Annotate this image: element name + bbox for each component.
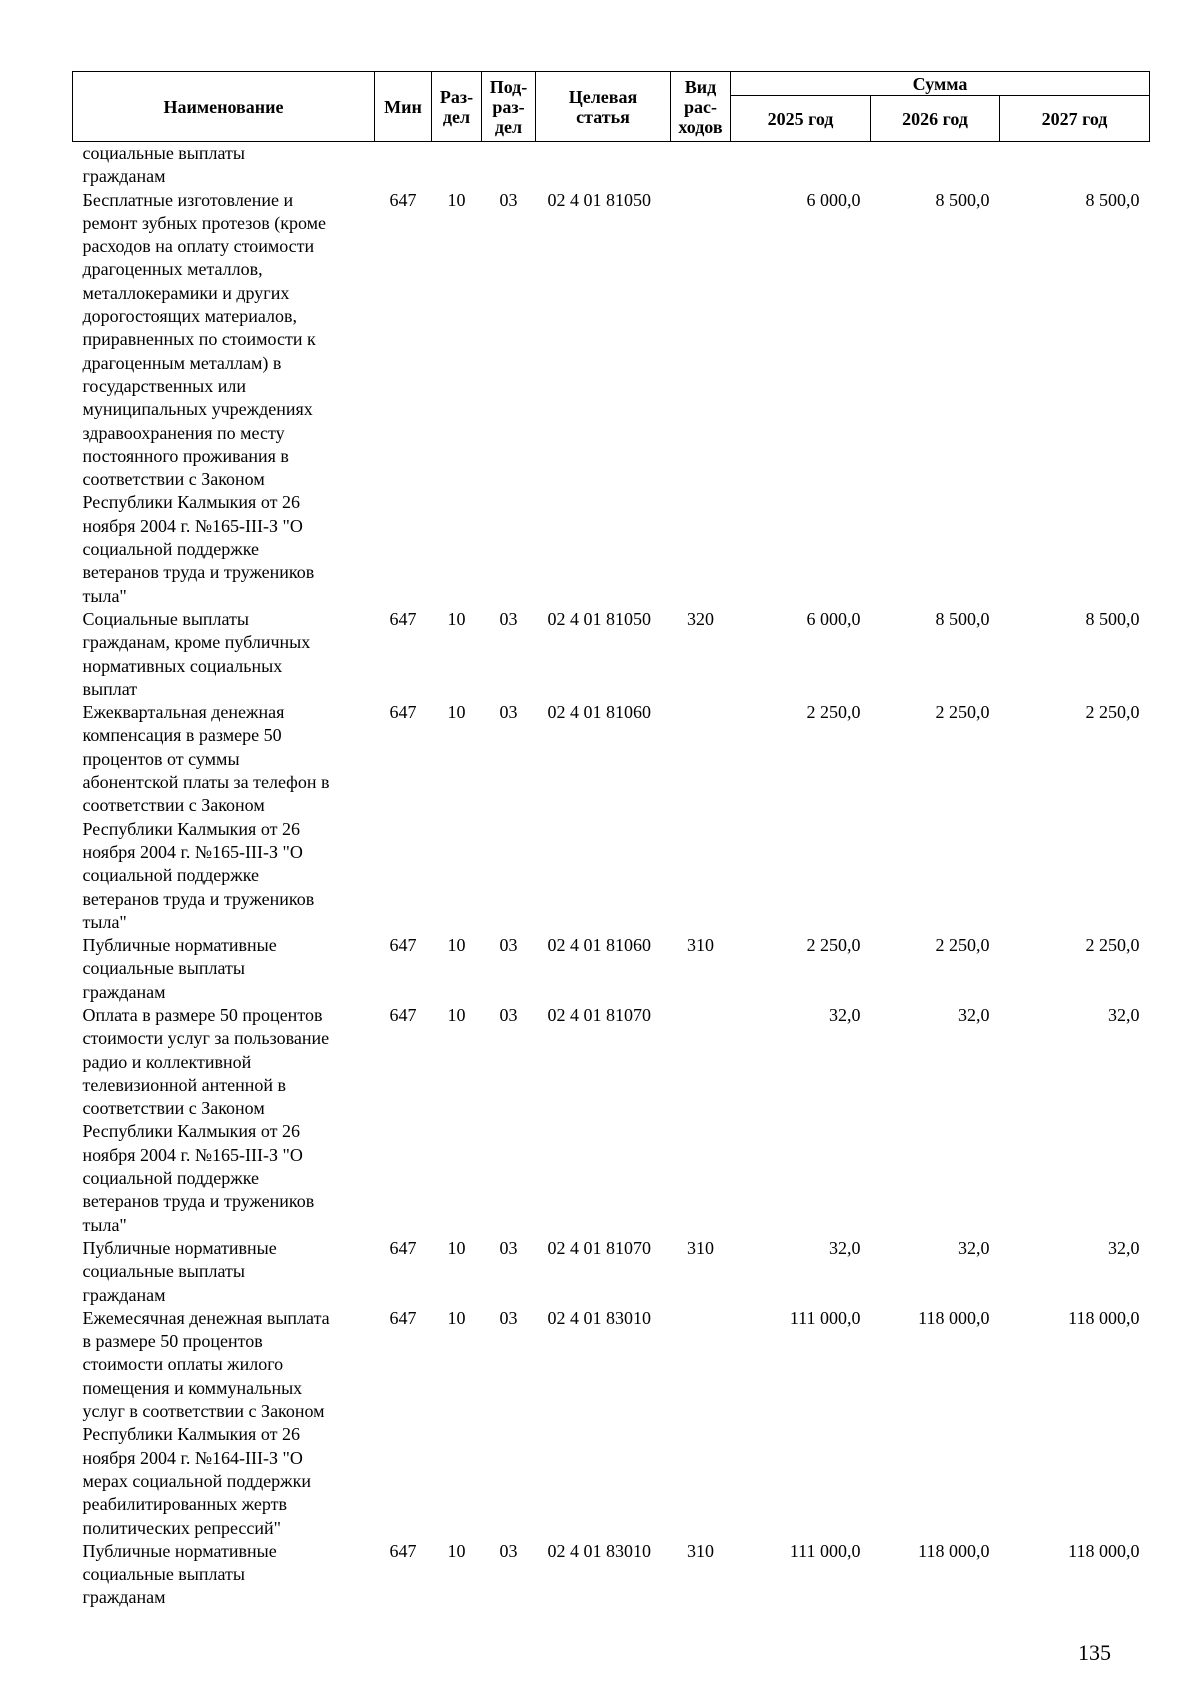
budget-table: [72, 71, 1150, 1610]
row-name: Публичные нормативные социальные выплаты гражданам: [82, 1540, 277, 1608]
row-podrazdel: 03: [499, 1307, 518, 1328]
row-sum-2025: 2 250,0: [806, 702, 861, 723]
row-sum-2027: 32,0: [1108, 1237, 1140, 1258]
row-target: 02 4 01 81060: [547, 702, 651, 723]
row-min: 647: [389, 935, 417, 956]
header-year-2026: 2026 год: [871, 96, 1000, 142]
header-razdel: Раз- дел: [432, 72, 482, 142]
header-year-2025: 2025 год: [731, 96, 871, 142]
table-row: [73, 934, 1150, 1004]
table-row: [73, 1540, 1150, 1610]
row-min: 647: [389, 1004, 417, 1025]
row-sum-2026: 8 500,0: [935, 189, 990, 210]
row-min: 647: [389, 608, 417, 629]
row-sum-2025: 6 000,0: [806, 608, 861, 629]
row-sum-2027: 8 500,0: [1085, 608, 1140, 629]
row-sum-2027: 2 250,0: [1085, 935, 1140, 956]
row-razdel: 10: [447, 935, 466, 956]
row-target: 02 4 01 81050: [547, 189, 651, 210]
row-sum-2026: 2 250,0: [935, 702, 990, 723]
table-row: [73, 608, 1150, 701]
row-vid: 310: [687, 935, 714, 956]
table-row: [73, 701, 1150, 934]
row-min: 647: [389, 1540, 417, 1561]
row-sum-2026: 118 000,0: [918, 1540, 990, 1561]
row-sum-2027: 32,0: [1108, 1004, 1140, 1025]
row-podrazdel: 03: [499, 1004, 518, 1025]
header-target: Целевая статья: [536, 72, 671, 142]
row-name: Ежемесячная денежная выплата в размере 50 процентов стоимости оплаты жилого помещения и коммунальных услуг в соответствии с Законом Республики Калмыкия от 26 ноября 2004 г. №164-III-З "О мерах социальной поддержки реабилитированных жертв политических репрессий": [82, 1307, 330, 1538]
header-podrazdel: Под- раз- дел: [482, 72, 536, 142]
row-name: Ежеквартальная денежная компенсация в размере 50 процентов от суммы абонентской платы за телефон в соответствии с Законом Республики Калмыкия от 26 ноября 2004 г. №165-III-З "О социальной поддержке ветеранов труда и тружеников тыла": [82, 702, 330, 932]
header-summa: Сумма: [731, 72, 1150, 96]
row-target: 02 4 01 83010: [547, 1540, 651, 1561]
row-sum-2026: 32,0: [958, 1237, 990, 1258]
row-sum-2025: 2 250,0: [806, 935, 861, 956]
header-min: Мин: [375, 72, 432, 142]
row-podrazdel: 03: [499, 1540, 518, 1561]
row-podrazdel: 03: [499, 702, 518, 723]
table-row: [73, 189, 1150, 608]
row-sum-2027: 118 000,0: [1068, 1540, 1140, 1561]
row-razdel: 10: [447, 1540, 466, 1561]
row-razdel: 10: [447, 608, 466, 629]
row-sum-2025: 111 000,0: [789, 1307, 861, 1328]
row-target: 02 4 01 83010: [547, 1307, 651, 1328]
budget-page: [72, 71, 1149, 1610]
row-sum-2027: 8 500,0: [1085, 189, 1140, 210]
row-sum-2025: 6 000,0: [806, 189, 861, 210]
row-target: 02 4 01 81050: [547, 608, 651, 629]
row-min: 647: [389, 1237, 417, 1258]
row-min: 647: [389, 189, 417, 210]
row-name: Оплата в размере 50 процентов стоимости услуг за пользование радио и коллективной телевизионной антенной в соответствии с Законом Республики Калмыкия от 26 ноября 2004 г. №165-III-З "О социальной поддержке ветеранов труда и тружеников тыла": [82, 1004, 330, 1235]
row-sum-2026: 2 250,0: [935, 935, 990, 956]
row-sum-2027: 118 000,0: [1068, 1307, 1140, 1328]
row-name: Публичные нормативные социальные выплаты гражданам: [82, 1237, 277, 1305]
row-name: Бесплатные изготовление и ремонт зубных протезов (кроме расходов на оплату стоимости драгоценных металлов, металлокерамики и других дорогостоящих материалов, приравненных по стоимости к драгоценным металлам) в государственных или муниципальных учреждениях здравоохранения по месту постоянного проживания в соответствии с Законом Республики Калмыкия от 26 ноября 2004 г. №165-III-З "О социальной поддержке ветеранов труда и тружеников тыла": [82, 189, 327, 606]
row-vid: 320: [687, 608, 714, 629]
row-vid: 310: [687, 1540, 714, 1561]
row-razdel: 10: [447, 1307, 466, 1328]
row-sum-2026: 32,0: [958, 1004, 990, 1025]
row-podrazdel: 03: [499, 1237, 518, 1258]
row-vid: [671, 701, 731, 934]
page-number: 135: [1078, 1640, 1111, 1665]
row-razdel: 10: [447, 189, 466, 210]
row-min: 647: [389, 702, 417, 723]
row-vid: 310: [687, 1237, 714, 1258]
row-podrazdel: 03: [499, 189, 518, 210]
table-header: [73, 72, 1150, 142]
table-row: [73, 1307, 1150, 1540]
header-name: Наименование: [73, 72, 375, 142]
row-target: 02 4 01 81070: [547, 1004, 651, 1025]
row-sum-2025: 111 000,0: [789, 1540, 861, 1561]
table-row: [73, 1004, 1150, 1237]
row-razdel: 10: [447, 702, 466, 723]
row-sum-2026: 118 000,0: [918, 1307, 990, 1328]
row-vid: [671, 1004, 731, 1237]
row-podrazdel: 03: [499, 935, 518, 956]
row-sum-2026: 8 500,0: [935, 608, 990, 629]
table-row: [73, 1237, 1150, 1307]
row-target: 02 4 01 81070: [547, 1237, 651, 1258]
row-sum-2025: 32,0: [829, 1004, 861, 1025]
row-vid: [671, 1307, 731, 1540]
row-name: Социальные выплаты гражданам, кроме публичных нормативных социальных выплат: [82, 608, 311, 699]
row-name: Публичные нормативные социальные выплаты гражданам: [82, 935, 277, 1002]
row-sum-2025: 32,0: [829, 1237, 861, 1258]
row-podrazdel: 03: [499, 608, 518, 629]
row-vid: [671, 189, 731, 608]
row-razdel: 10: [447, 1004, 466, 1025]
row-sum-2027: 2 250,0: [1085, 702, 1140, 723]
row-min: 647: [389, 1307, 417, 1328]
header-vid: Вид рас- ходов: [671, 72, 731, 142]
header-year-2027: 2027 год: [1000, 96, 1150, 142]
continued-row: [73, 142, 1150, 189]
continued-text: социальные выплаты гражданам: [82, 143, 246, 187]
row-target: 02 4 01 81060: [547, 935, 651, 956]
row-razdel: 10: [447, 1237, 466, 1258]
